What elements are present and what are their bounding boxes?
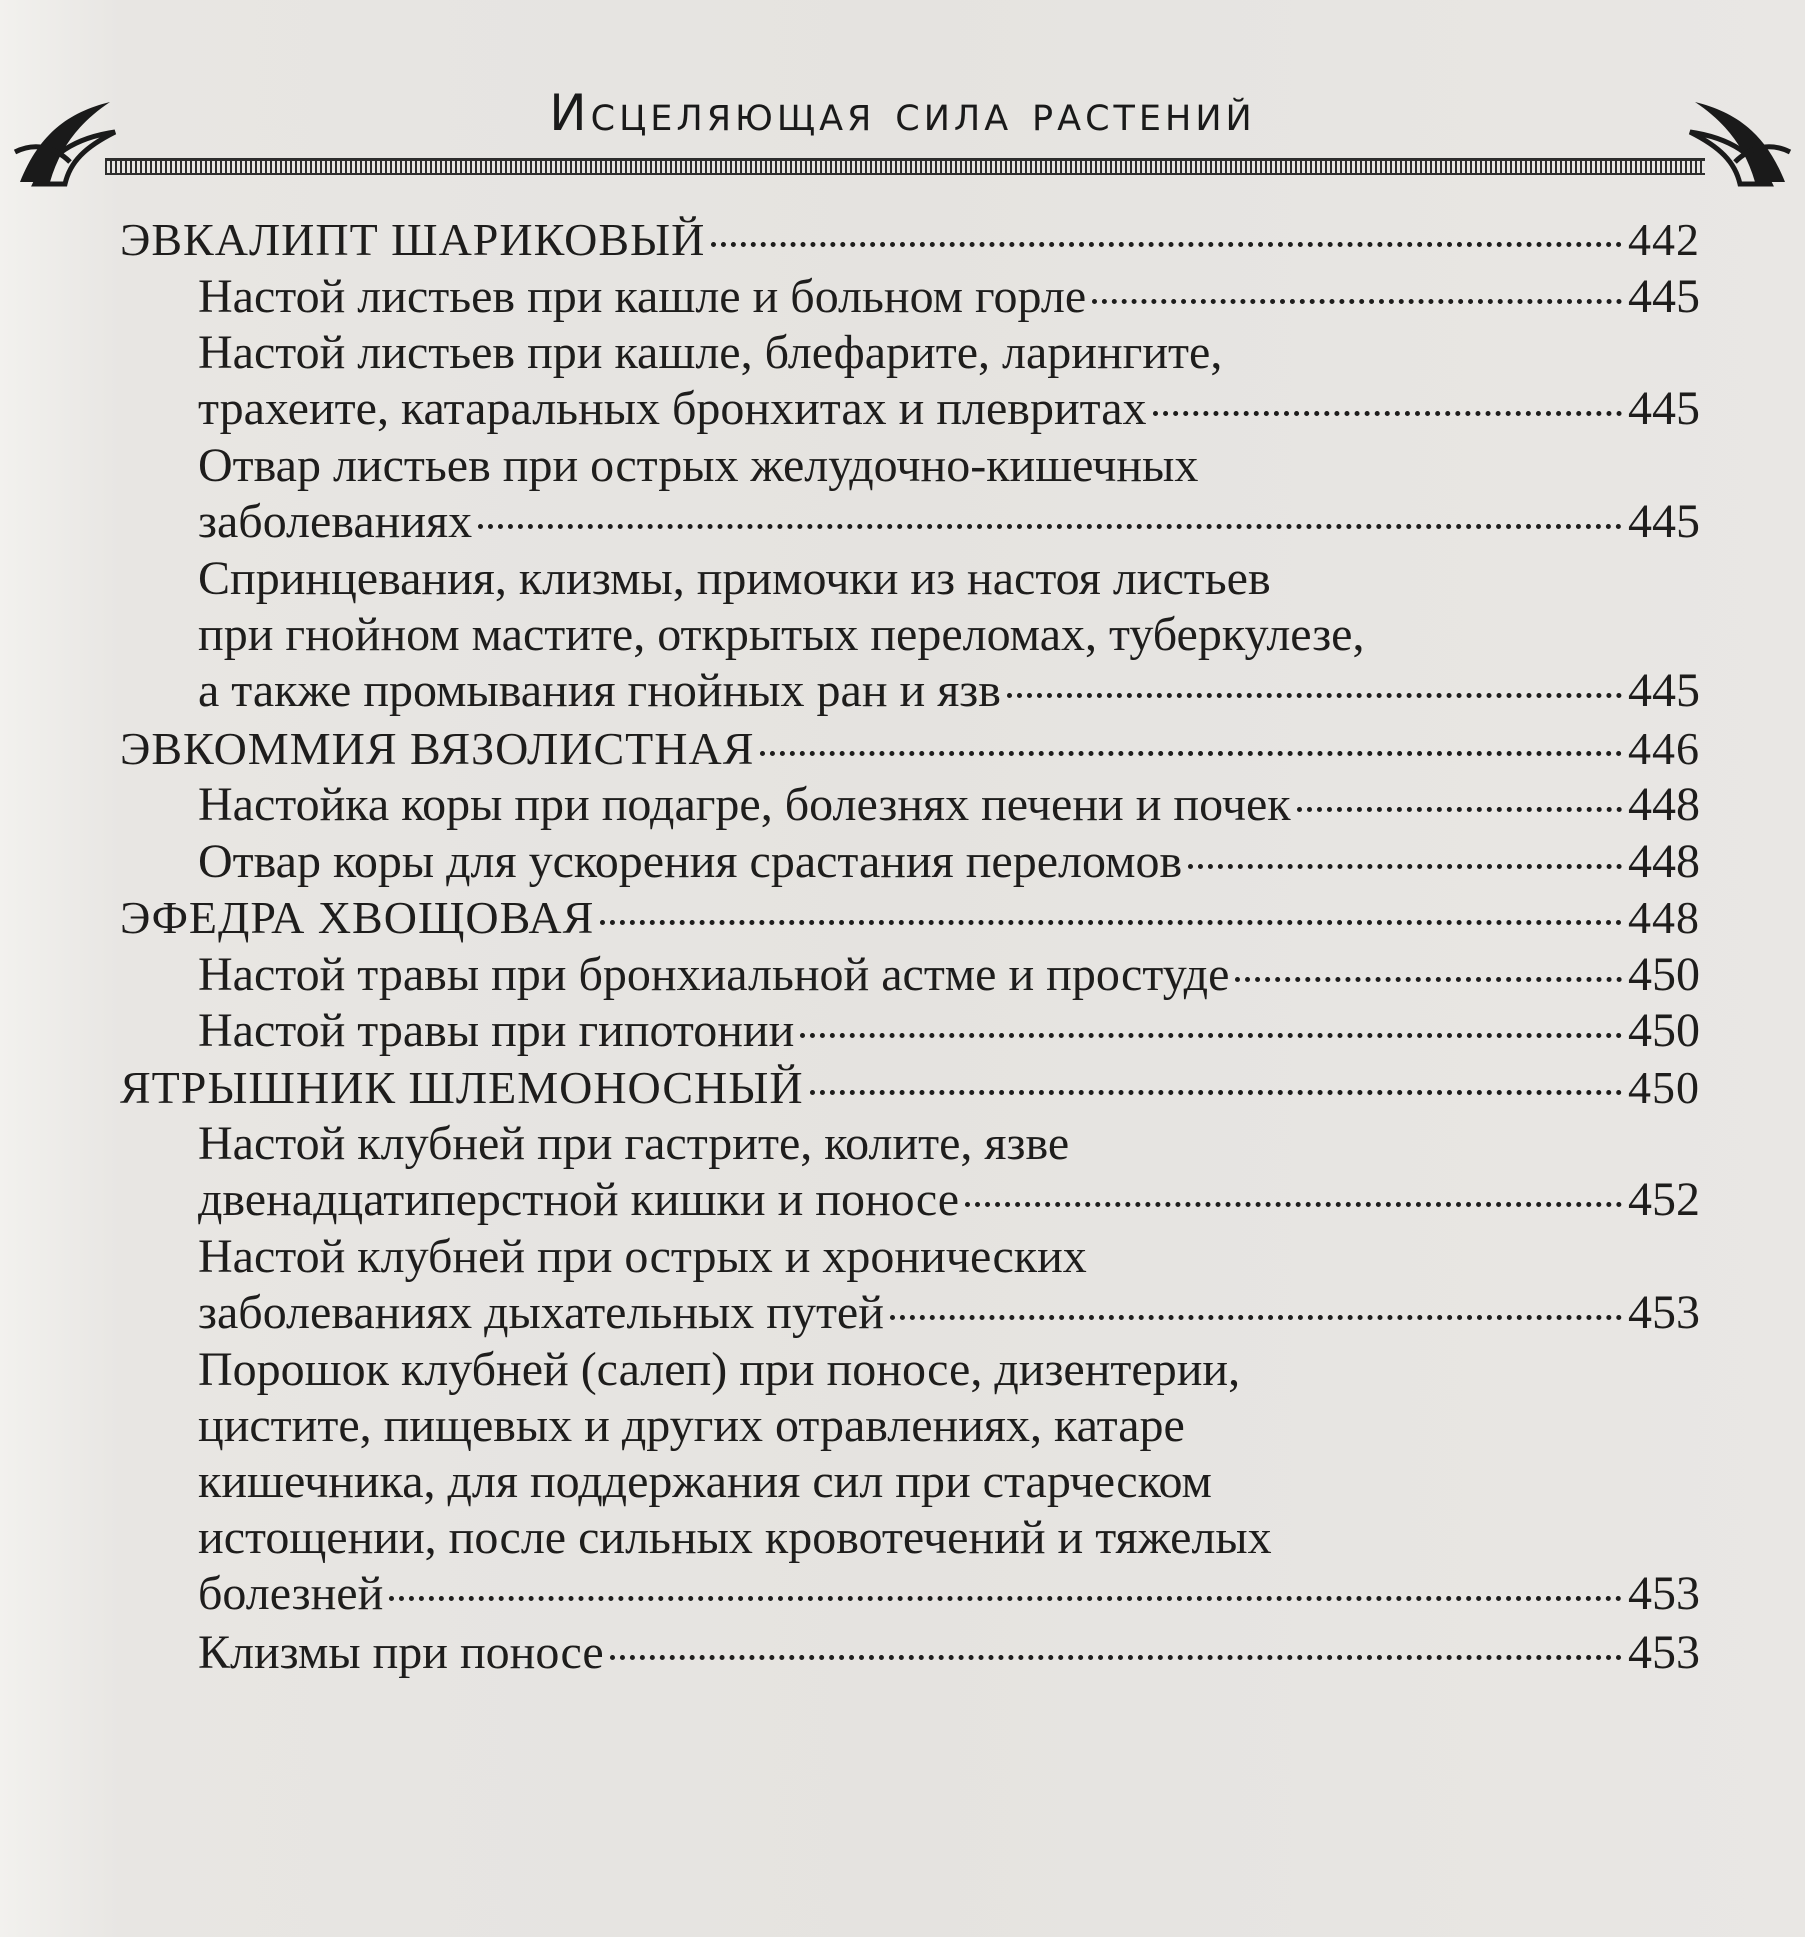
toc-line bbox=[198, 438, 1700, 494]
dot-leader bbox=[610, 1655, 1622, 1660]
entry-title: Отвар коры для ускорения срастания переломов bbox=[198, 834, 1183, 888]
toc-recipe-entry bbox=[198, 438, 1700, 550]
entry-title: а также промывания гнойных ран и язв bbox=[198, 664, 1001, 717]
toc-plant-entry bbox=[120, 721, 1700, 777]
toc-line bbox=[198, 1398, 1700, 1454]
entry-title: кишечника, для поддержания сил при старческом bbox=[198, 1455, 1212, 1508]
entry-title: Настой травы при гипотонии bbox=[198, 1004, 795, 1057]
page-number: 450 bbox=[1628, 1061, 1700, 1113]
entry-title: Порошок клубней (салеп) при поносе, дизентерии, bbox=[198, 1343, 1241, 1396]
toc-recipe-entry bbox=[198, 1229, 1700, 1341]
toc-line bbox=[198, 1342, 1700, 1398]
toc-line bbox=[198, 494, 1700, 550]
toc-recipe-entry bbox=[198, 1003, 1700, 1059]
page-number: 453 bbox=[1628, 1567, 1700, 1620]
page-number: 450 bbox=[1628, 1004, 1700, 1057]
toc-plant-entry bbox=[120, 1060, 1700, 1116]
entry-title: болезней bbox=[198, 1567, 384, 1620]
toc-line bbox=[120, 1060, 1700, 1116]
toc-recipe-entry bbox=[198, 1342, 1700, 1622]
entry-title: Настойка коры при подагре, болезнях печени и почек bbox=[198, 778, 1291, 831]
toc-line bbox=[198, 1454, 1700, 1510]
page-number: 452 bbox=[1628, 1173, 1700, 1226]
page-number: 453 bbox=[1628, 1286, 1700, 1339]
entry-title: Настой травы при бронхиальной астме и простуде bbox=[198, 947, 1230, 1001]
page-number: 446 bbox=[1628, 722, 1700, 774]
entry-title: заболеваниях дыхательных путей bbox=[198, 1286, 884, 1339]
entry-title: Отвар листьев при острых желудочно-кишечных bbox=[198, 439, 1199, 492]
toc-line bbox=[120, 721, 1700, 777]
dot-leader bbox=[1297, 807, 1622, 812]
toc-recipe-entry bbox=[198, 269, 1700, 325]
toc-line bbox=[198, 1116, 1700, 1172]
dot-leader bbox=[890, 1315, 1622, 1320]
dot-leader bbox=[1235, 977, 1622, 982]
dot-leader bbox=[800, 1033, 1622, 1038]
toc-line bbox=[198, 551, 1700, 607]
entry-title: трахеите, катаральных бронхитах и плевритах bbox=[198, 382, 1147, 435]
page-number: 448 bbox=[1628, 778, 1700, 831]
toc-line bbox=[120, 212, 1700, 268]
entry-title: Настой клубней при гастрите, колите, язве bbox=[198, 1117, 1070, 1170]
page-number: 445 bbox=[1628, 382, 1700, 435]
page-number: 445 bbox=[1628, 495, 1700, 548]
toc-recipe-entry bbox=[198, 1116, 1700, 1228]
toc-recipe-entry bbox=[198, 325, 1700, 437]
toc-line bbox=[198, 1625, 1700, 1681]
entry-title: Клизмы при поносе bbox=[198, 1625, 604, 1679]
toc-line bbox=[198, 663, 1700, 719]
entry-title: Настой клубней при острых и хронических bbox=[198, 1230, 1087, 1283]
page-number: 445 bbox=[1628, 269, 1700, 323]
toc-line bbox=[120, 890, 1700, 946]
dot-leader bbox=[389, 1596, 1622, 1601]
entry-title: истощении, после сильных кровотечений и тяжелых bbox=[198, 1511, 1272, 1564]
dot-leader bbox=[1153, 411, 1623, 416]
entry-title: Настой листьев при кашле и больном горле bbox=[198, 269, 1087, 323]
entry-title: ЭВКОММИЯ ВЯЗОЛИСТНАЯ bbox=[120, 722, 755, 774]
header-title: Исцеляющая сила растений bbox=[549, 84, 1256, 142]
toc-line bbox=[198, 834, 1700, 890]
toc-line bbox=[198, 269, 1700, 325]
toc-line bbox=[198, 1172, 1700, 1228]
dot-leader bbox=[478, 524, 1622, 529]
entry-title: ЭФЕДРА ХВОЩОВАЯ bbox=[120, 892, 595, 943]
toc-line bbox=[198, 947, 1700, 1003]
dot-leader bbox=[1092, 299, 1622, 304]
dot-leader bbox=[600, 920, 1622, 925]
toc-line bbox=[198, 1510, 1700, 1566]
entry-title: ЭВКАЛИПТ ШАРИКОВЫЙ bbox=[120, 214, 706, 265]
toc-line bbox=[198, 381, 1700, 437]
toc-line bbox=[198, 325, 1700, 381]
page-number: 442 bbox=[1628, 214, 1700, 265]
toc-recipe-entry bbox=[198, 834, 1700, 890]
toc-plant-entry bbox=[120, 212, 1700, 268]
toc-line bbox=[198, 1003, 1700, 1059]
dot-leader bbox=[1007, 693, 1622, 698]
entry-title: Настой листьев при кашле, блефарите, ларингите, bbox=[198, 326, 1223, 379]
toc-recipe-entry bbox=[198, 551, 1700, 719]
dot-leader bbox=[810, 1090, 1622, 1095]
page-number: 448 bbox=[1628, 834, 1700, 888]
toc-recipe-entry bbox=[198, 947, 1700, 1003]
page-number: 445 bbox=[1628, 664, 1700, 717]
toc-line bbox=[198, 1229, 1700, 1285]
page-number: 453 bbox=[1628, 1625, 1700, 1679]
entry-title: заболеваниях bbox=[198, 495, 473, 548]
dot-leader bbox=[1188, 864, 1622, 869]
toc-line bbox=[198, 777, 1700, 833]
toc-line bbox=[198, 1285, 1700, 1341]
toc-line bbox=[198, 1566, 1700, 1622]
dot-leader bbox=[965, 1202, 1622, 1207]
entry-title: ЯТРЫШНИК ШЛЕМОНОСНЫЙ bbox=[120, 1061, 804, 1113]
dot-leader bbox=[760, 751, 1622, 756]
dot-leader bbox=[711, 242, 1622, 247]
page-number: 450 bbox=[1628, 947, 1700, 1001]
toc-line bbox=[198, 607, 1700, 663]
page-number: 448 bbox=[1628, 892, 1700, 943]
toc-recipe-entry bbox=[198, 1625, 1700, 1681]
toc-recipe-entry bbox=[198, 777, 1700, 833]
entry-title: цистите, пищевых и других отравлениях, катаре bbox=[198, 1399, 1185, 1452]
entry-title: двенадцатиперстной кишки и поносе bbox=[198, 1173, 960, 1226]
entry-title: при гнойном мастите, открытых переломах, туберкулезе, bbox=[198, 608, 1365, 661]
toc-plant-entry bbox=[120, 890, 1700, 946]
entry-title: Спринцевания, клизмы, примочки из настоя листьев bbox=[198, 552, 1271, 605]
